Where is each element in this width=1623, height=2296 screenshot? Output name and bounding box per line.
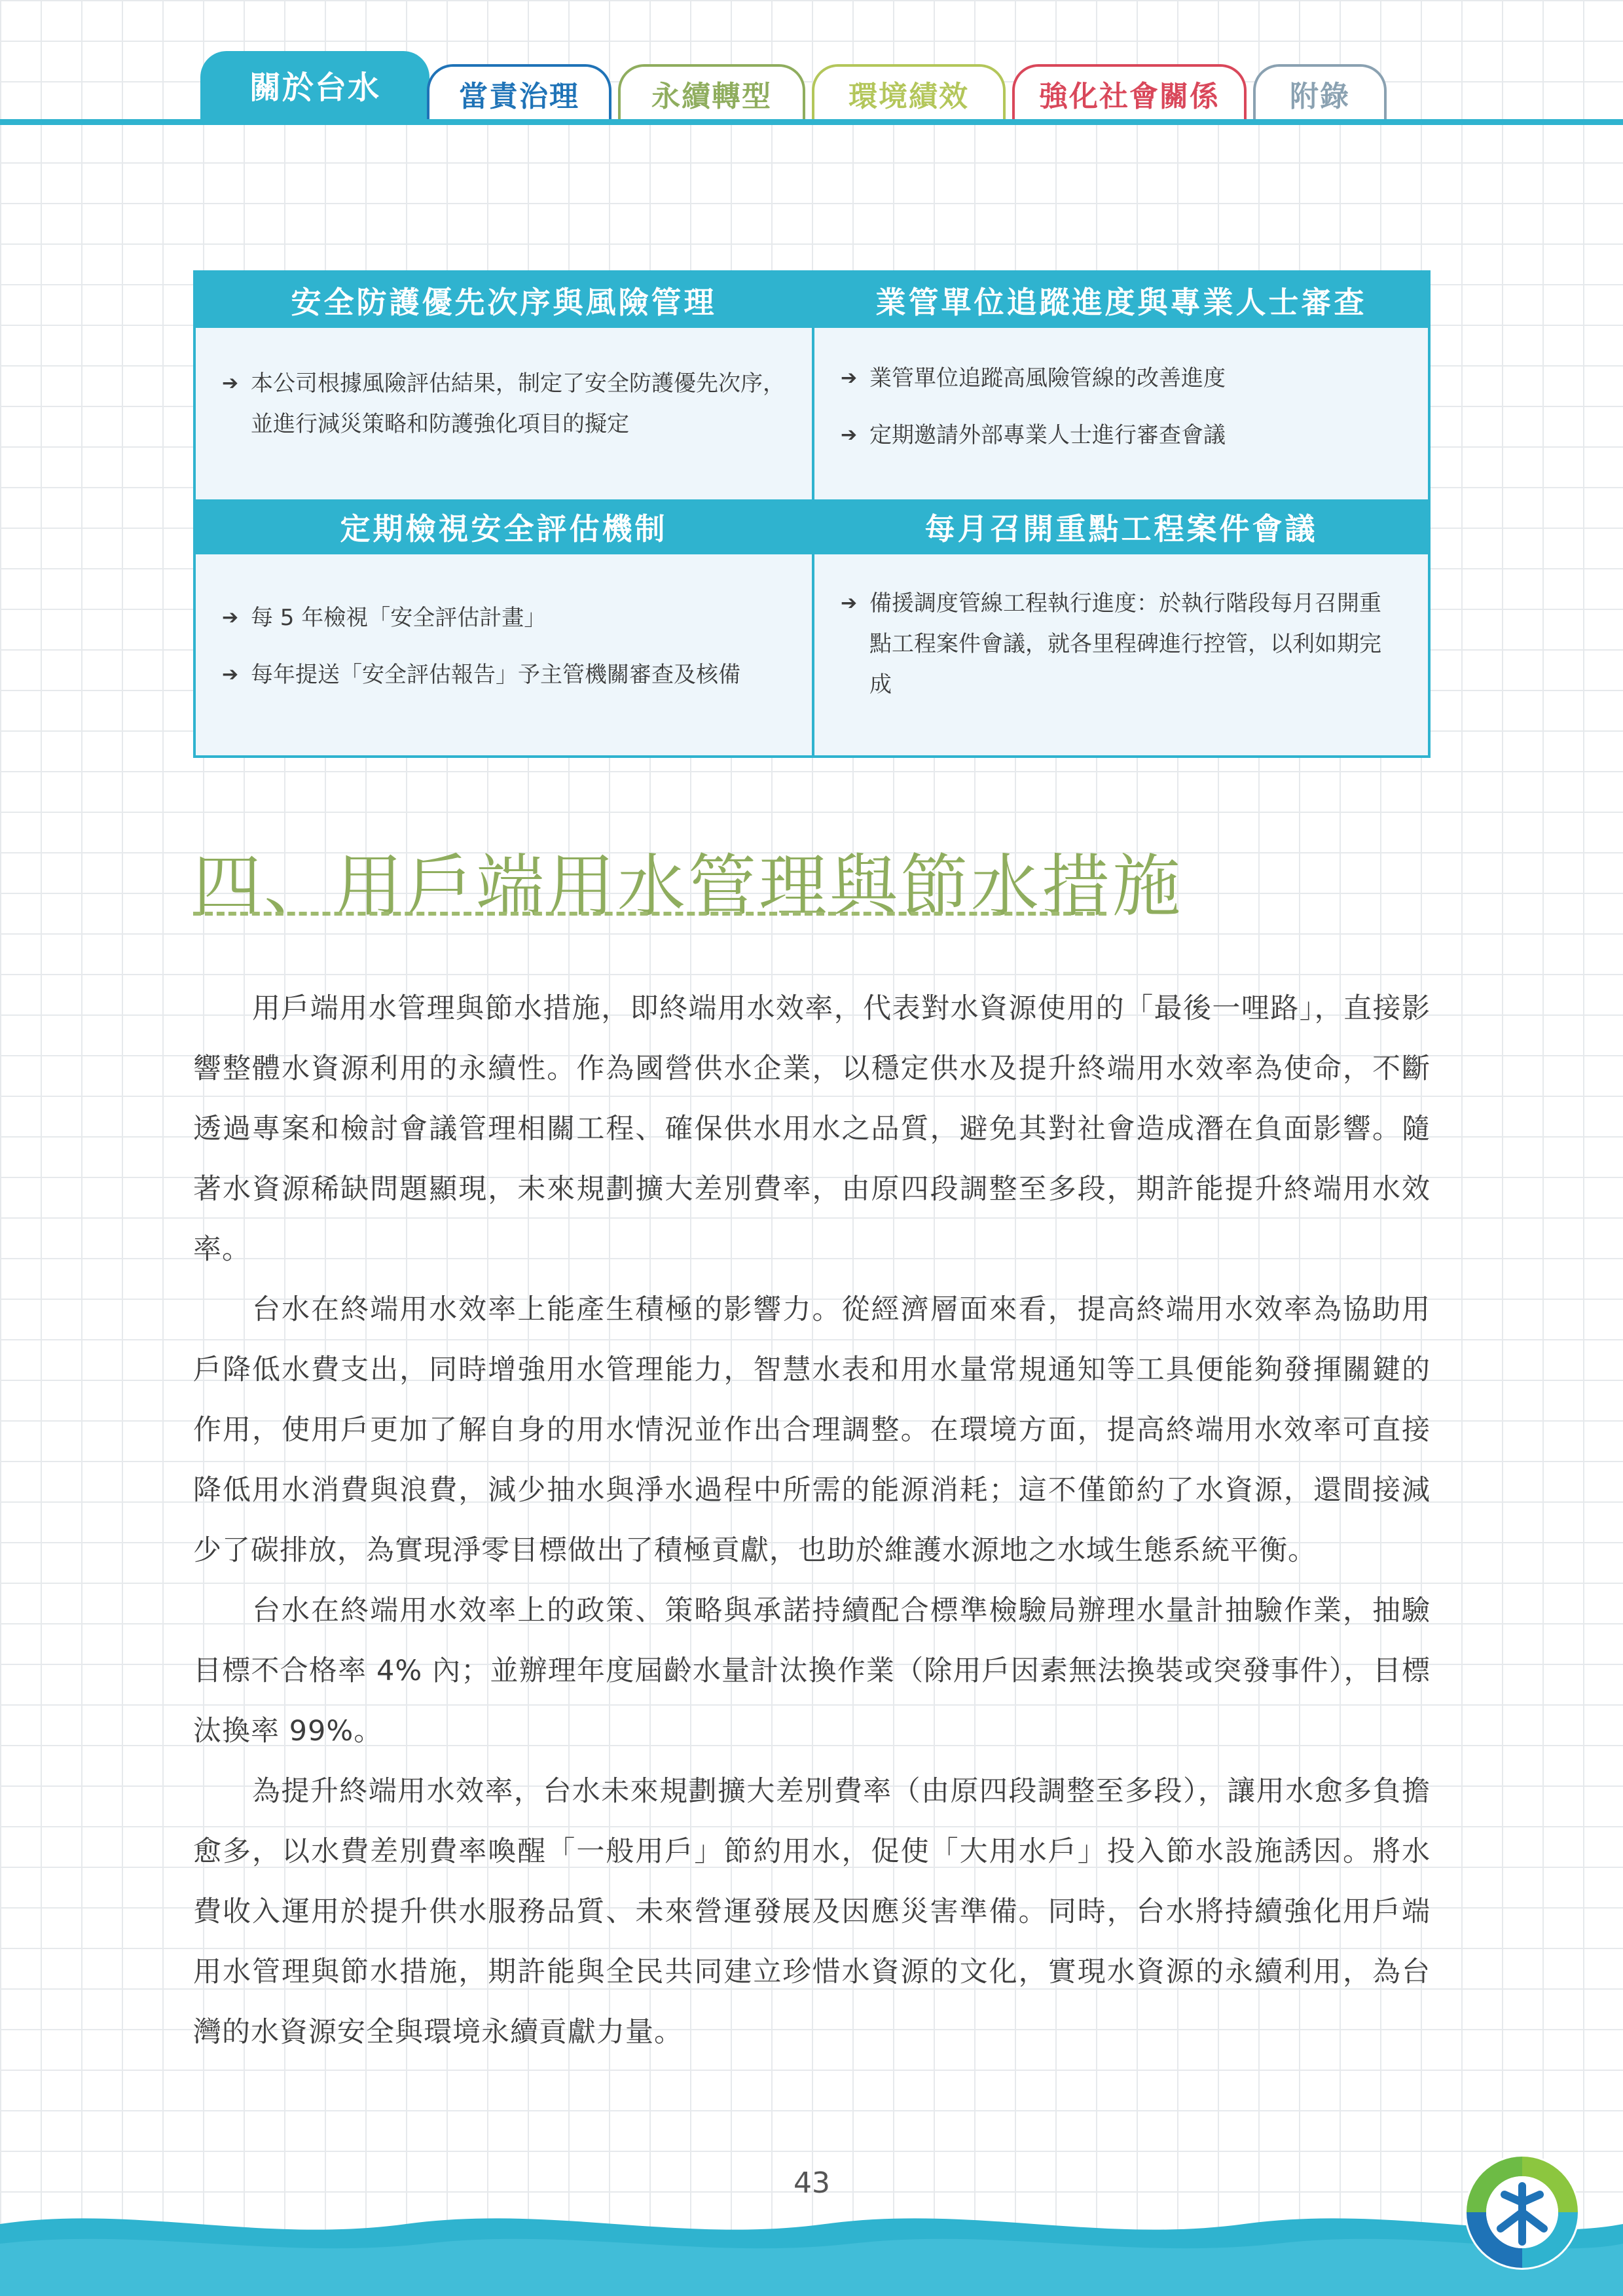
section-title: 四、用戶端用水管理與節水措施 (193, 846, 1184, 926)
tab-sustainability[interactable]: 永續轉型 (618, 64, 805, 120)
tab-governance[interactable]: 當責治理 (427, 64, 611, 120)
paragraph: 台水在終端用水效率上的政策、策略與承諾持續配合標準檢驗局辦理水量計抽驗作業，抽驗目標不合格率 4% 內；並辦理年度屆齡水量計汰換作業（除用戶因素無法換裝或突發事件），目標汰換率 99%。 (193, 1594, 1431, 1748)
arrow-right-icon: ➔ (841, 423, 858, 446)
tab-environment[interactable]: 環境績效 (812, 64, 1006, 120)
arrow-right-icon: ➔ (222, 606, 239, 629)
arrow-right-icon: ➔ (222, 372, 239, 395)
table-header-monthly-meeting: 每月召開重點工程案件會議 (814, 499, 1428, 554)
bullet-text: 備援調度管線工程執行進度：於執行階段每月召開重點工程案件會議，就各里程碑進行控管，以利如期完成 (869, 590, 1381, 698)
table-cell-progress-review (814, 328, 1428, 499)
bullet-text: 業管單位追蹤高風險管線的改善進度 (869, 365, 1226, 391)
list-item (222, 655, 786, 695)
nav-underline (0, 119, 1623, 125)
list-item (841, 358, 1402, 399)
tab-appendix[interactable]: 附錄 (1253, 64, 1387, 120)
table-header-risk-priority: 安全防護優先次序與風險管理 (196, 273, 812, 328)
arrow-right-icon: ➔ (841, 367, 858, 389)
bullet-text: 定期邀請外部專業人士進行審查會議 (869, 422, 1226, 448)
taiwan-water-logo-icon (1460, 2150, 1584, 2274)
list-item (841, 415, 1402, 456)
paragraph: 台水在終端用水效率上能產生積極的影響力。從經濟層面來看，提高終端用水效率為協助用戶降低水費支出，同時增強用水管理能力，智慧水表和用水量常規通知等工具便能夠發揮關鍵的作用，使用戶更加了解自身的用水情況並作出合理調整。在環境方面，提高終端用水效率可直接降低用水消費與浪費，減少抽水與淨水過程中所需的能源消耗；這不僅節約了水資源，還間接減少了碳排放，為實現淨零目標做出了積極貢獻，也助於維護水源地之水域生態系統平衡。 (193, 1293, 1431, 1567)
table-header-progress-review: 業管單位追蹤進度與專業人士審查 (814, 273, 1428, 328)
list-item (222, 598, 786, 638)
bullet-text: 本公司根據風險評估結果，制定了安全防護優先次序，並進行減災策略和防護強化項目的擬定 (251, 370, 785, 437)
list-item (222, 363, 786, 444)
safety-info-table (193, 270, 1431, 758)
footer-wave (0, 2198, 1623, 2296)
list-item (841, 583, 1402, 705)
page-number: 43 (793, 2166, 830, 2200)
tab-about[interactable]: 關於台水 (200, 51, 429, 122)
bullet-text: 每年提送「安全評估報告」予主管機關審查及核備 (251, 662, 740, 688)
arrow-right-icon: ➔ (841, 592, 858, 615)
table-cell-monthly-meeting (814, 554, 1428, 755)
tab-social[interactable]: 強化社會關係 (1012, 64, 1247, 120)
bullet-text: 每 5 年檢視「安全評估計畫」 (251, 605, 547, 631)
arrow-right-icon: ➔ (222, 663, 239, 686)
table-cell-safety-assessment (196, 554, 812, 755)
section-title-underline (193, 912, 1106, 916)
table-cell-risk-priority (196, 328, 812, 499)
table-header-safety-assessment: 定期檢視安全評估機制 (196, 499, 812, 554)
paragraph: 用戶端用水管理與節水措施，即終端用水效率，代表對水資源使用的「最後一哩路」，直接影響整體水資源利用的永續性。作為國營供水企業，以穩定供水及提升終端用水效率為使命，不斷透過專案和檢討會議管理相關工程、確保供水用水之品質，避免其對社會造成潛在負面影響。隨著水資源稀缺問題顯現，未來規劃擴大差別費率，由原四段調整至多段，期許能提升終端用水效率。 (193, 992, 1431, 1266)
body-text (193, 978, 1431, 2062)
paragraph: 為提升終端用水效率，台水未來規劃擴大差別費率（由原四段調整至多段），讓用水愈多負擔愈多，以水費差別費率喚醒「一般用戶」節約用水，促使「大用水戶」投入節水設施誘因。將水費收入運用於提升供水服務品質、未來營運發展及因應災害準備。同時，台水將持續強化用戶端用水管理與節水措施，期許能與全民共同建立珍惜水資源的文化，實現水資源的永續利用，為台灣的水資源安全與環境永續貢獻力量。 (193, 1775, 1431, 2049)
